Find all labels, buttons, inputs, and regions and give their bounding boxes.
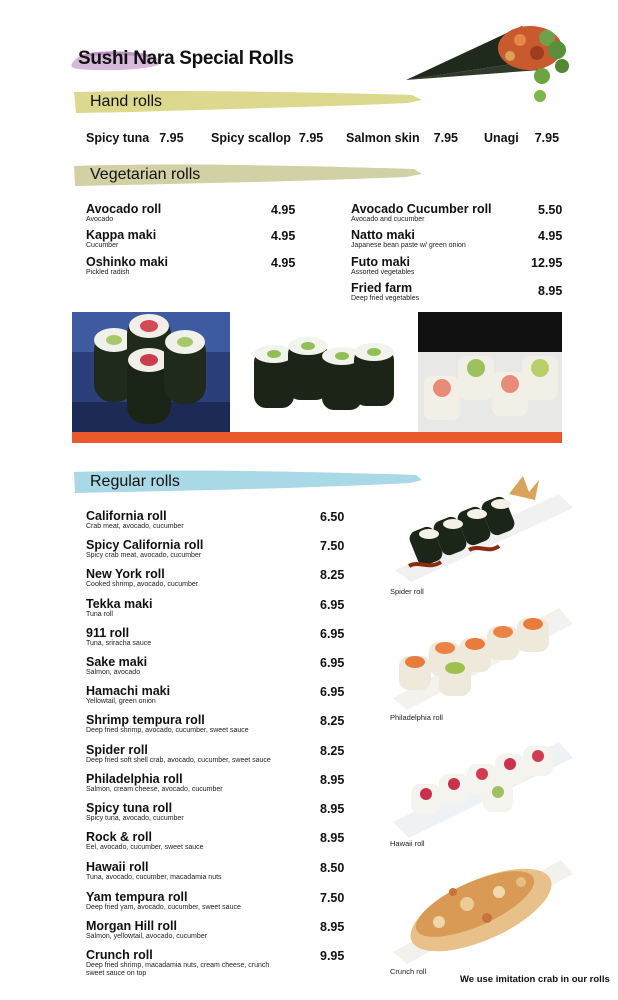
item-desc: Spicy crab meat, avocado, cucumber (86, 552, 202, 559)
vegetarian-rolls-header (72, 162, 424, 188)
reg-item-california-roll (86, 510, 346, 531)
reg-item-rock-and-roll (86, 831, 346, 852)
crunch-roll-photo (389, 852, 575, 964)
reg-item-spider-roll (86, 744, 346, 765)
caption-hawaii-roll: Hawaii roll (390, 839, 425, 848)
item-price: 8.95 (538, 284, 563, 298)
item-name: Shrimp tempura roll (86, 713, 205, 727)
item-desc: Deep fried yam, avocado, cucumber, sweet sauce (86, 904, 241, 911)
item-price: 4.95 (271, 229, 296, 243)
item-price: 8.25 (320, 714, 345, 728)
veg-item-avocado-cucumber-roll (351, 203, 576, 224)
kappa-maki-photo (246, 330, 402, 422)
item-name: Spider roll (86, 743, 148, 757)
item-desc: Deep fried shrimp, macadamia nuts, cream cheese, crunch sweet sauce on top (86, 962, 270, 977)
item-desc: Cooked shrimp, avocado, cucumber (86, 581, 199, 588)
veg-item-oshinko-maki (86, 256, 311, 277)
reg-item-morgan-hill-roll (86, 920, 346, 941)
item-name: California roll (86, 509, 167, 523)
item-name: Spicy California roll (86, 538, 204, 552)
item-price: 6.95 (320, 598, 345, 612)
item-name: Spicy scallop (211, 131, 291, 145)
reg-item-philadelphia-roll (86, 773, 346, 794)
item-name: Unagi (484, 131, 519, 145)
item-name: Spicy tuna (86, 131, 150, 145)
reg-item-spicy-california-roll (86, 539, 346, 560)
item-price: 6.50 (320, 510, 345, 524)
veg-item-futo-maki (351, 256, 576, 277)
hand-rolls-header (72, 89, 424, 115)
item-name: Morgan Hill roll (86, 919, 177, 933)
hand-item-spicy-scallop (211, 131, 323, 145)
veg-item-avocado-roll (86, 203, 311, 224)
reg-item-shrimp-tempura-roll (86, 714, 346, 735)
item-desc: Assorted vegetables (351, 269, 415, 276)
reg-item-spicy-tuna-roll (86, 802, 346, 823)
item-price: 4.95 (271, 203, 296, 217)
item-name: Avocado roll (86, 202, 162, 216)
item-name: Fried farm (351, 281, 413, 295)
item-desc: Avocado (86, 216, 114, 223)
orange-divider-bar (72, 432, 562, 443)
item-name: Oshinko maki (86, 255, 168, 269)
philadelphia-roll-photo (389, 598, 575, 710)
item-name: 911 roll (86, 626, 130, 640)
item-desc: Crab meat, avocado, cucumber (86, 523, 184, 530)
item-price: 7.95 (534, 131, 560, 145)
item-name: Sake maki (86, 655, 148, 669)
item-name: Spicy tuna roll (86, 801, 173, 815)
item-price: 8.25 (320, 568, 345, 582)
item-name: Natto maki (351, 228, 415, 242)
item-desc: Japanese bean paste w/ green onion (351, 242, 466, 249)
item-desc: Eel, avocado, cucumber, sweet sauce (86, 844, 204, 851)
hand-item-spicy-tuna (86, 131, 184, 145)
reg-item-911-roll (86, 627, 346, 648)
caption-philadelphia-roll: Philadelphia roll (390, 713, 443, 722)
regular-rolls-header (72, 469, 424, 495)
item-name: Salmon skin (346, 131, 420, 145)
california-roll-photo (418, 312, 562, 432)
menu-title: Sushi Nara Special Rolls (78, 48, 294, 69)
hawaii-roll-photo (389, 738, 575, 838)
item-desc: Avocado and cucumber (351, 216, 425, 223)
item-name: Hawaii roll (86, 860, 149, 874)
hand-roll-photo (402, 18, 574, 110)
item-price: 6.95 (320, 627, 345, 641)
item-price: 7.95 (298, 131, 324, 145)
item-price: 8.95 (320, 831, 345, 845)
reg-item-hamachi-maki (86, 685, 346, 706)
item-price: 8.50 (320, 861, 345, 875)
item-name: Futo maki (351, 255, 411, 269)
veg-item-fried-farm (351, 282, 576, 303)
item-price: 8.95 (320, 773, 345, 787)
item-desc: Deep fried vegetables (351, 295, 420, 302)
veg-item-natto-maki (351, 229, 576, 250)
hand-item-unagi (484, 131, 559, 145)
caption-spider-roll: Spider roll (390, 587, 424, 596)
item-desc: Salmon, cream cheese, avocado, cucumber (86, 786, 223, 793)
item-desc: Tuna, avocado, cucumber, macadamia nuts (86, 874, 222, 881)
item-price: 12.95 (531, 256, 563, 270)
item-desc: Tuna, sriracha sauce (86, 640, 152, 647)
item-name: Yam tempura roll (86, 890, 188, 904)
reg-item-yam-tempura-roll (86, 891, 346, 912)
item-desc: Pickled radish (86, 269, 130, 276)
item-price: 8.95 (320, 802, 345, 816)
item-price: 5.50 (538, 203, 563, 217)
reg-item-sake-maki (86, 656, 346, 677)
item-price: 7.95 (433, 131, 458, 145)
item-price: 6.95 (320, 656, 345, 670)
item-desc: Tuna roll (86, 611, 113, 618)
avocado-tuna-maki-photo (72, 312, 230, 432)
hand-rolls-label: Hand rolls (90, 93, 163, 110)
item-price: 4.95 (271, 256, 296, 270)
item-desc: Cucumber (86, 242, 119, 249)
item-price: 8.25 (320, 744, 345, 758)
imitation-crab-note: We use imitation crab in our rolls (460, 974, 610, 985)
item-desc: Spicy tuna, avocado, cucumber (86, 815, 184, 822)
item-desc: Salmon, avocado (86, 669, 141, 676)
item-price: 7.50 (320, 891, 345, 905)
item-price: 4.95 (538, 229, 563, 243)
caption-crunch-roll: Crunch roll (390, 967, 427, 976)
item-desc: Yellowtail, green onion (86, 698, 156, 705)
item-price: 8.95 (320, 920, 345, 934)
item-desc: Salmon, yellowtail, avocado, cucumber (86, 933, 208, 940)
item-name: Tekka maki (86, 597, 153, 611)
reg-item-crunch-roll (86, 949, 346, 978)
item-price: 6.95 (320, 685, 345, 699)
item-desc: Deep fried shrimp, avocado, cucumber, sweet sauce (86, 727, 249, 734)
item-price: 7.95 (159, 131, 184, 145)
regular-rolls-label: Regular rolls (90, 473, 180, 490)
vegetarian-rolls-label: Vegetarian rolls (90, 166, 201, 183)
item-desc: Deep fried soft shell crab, avocado, cucumber, sweet sauce (86, 757, 271, 764)
item-name: New York roll (86, 567, 165, 581)
reg-item-new-york-roll (86, 568, 346, 589)
item-name: Avocado Cucumber roll (351, 202, 492, 216)
item-name: Rock & roll (86, 830, 152, 844)
item-price: 7.50 (320, 539, 345, 553)
item-name: Kappa maki (86, 228, 157, 242)
hand-item-salmon-skin (346, 131, 458, 145)
item-name: Crunch roll (86, 948, 153, 962)
reg-item-tekka-maki (86, 598, 346, 619)
reg-item-hawaii-roll (86, 861, 346, 882)
item-price: 9.95 (320, 949, 345, 963)
veg-item-kappa-maki (86, 229, 311, 250)
item-name: Philadelphia roll (86, 772, 183, 786)
spider-roll-photo (389, 474, 575, 584)
item-name: Hamachi maki (86, 684, 171, 698)
